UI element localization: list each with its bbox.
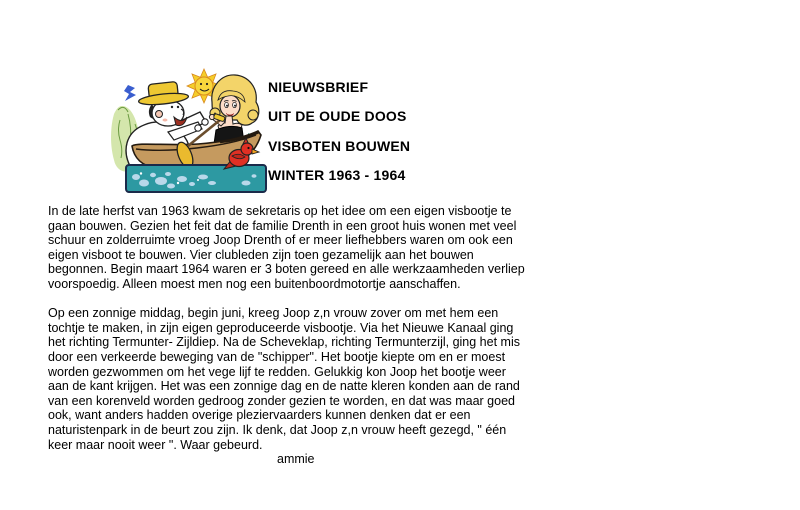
newsletter-title: NIEUWSBRIEF — [268, 79, 369, 95]
rowing-couple-boat-cartoon-icon — [108, 62, 267, 195]
article-body — [48, 204, 540, 467]
text-line: Op een zonnige middag, begin juni, kreeg Joop z,n vrouw zover om met hem een — [48, 306, 499, 321]
lightning-icon — [124, 85, 136, 101]
man-ear — [156, 111, 163, 118]
text-line: gaan bouwen. Gezien het feit dat de familie Drenth in een groot huis wonen met veel — [48, 218, 517, 233]
text-line: voorspoedig. Alleen moest men nog een buitenboordmotortje aanschaffen. — [48, 276, 461, 291]
woman-face — [220, 95, 240, 117]
straw-hat-icon — [137, 80, 189, 106]
text-line: naturistenpark in de beurt zou zijn. Ik denk, dat Joop z,n vrouw heeft gezegd, " één — [48, 422, 507, 437]
text-line: worden gezwommen om het vege lijf te redden. Gelukkig kon Joop het bootje weer — [48, 364, 506, 379]
text-line: tochtje te maken, in zijn eigen geproduceerde visbootje. Via het Nieuwe Kanaal ging — [48, 320, 514, 335]
text-line: eigen visboot te bouwen. Vier clubleden zijn toen gezamelijk aan het bouwen — [48, 247, 474, 262]
paragraph-1 — [48, 204, 540, 292]
text-line: van een korenveld worden gedroog zonder gezien te worden, en dat was maar goed — [48, 393, 515, 408]
newsletter-subject: VISBOTEN BOUWEN — [268, 137, 411, 154]
text-line: ook, want anders hadden overige pleziervaarders kunnen denken dat er een — [48, 408, 471, 423]
header-titles — [268, 73, 410, 191]
text-line: aan de kant krijgen. Het was een zonnige dag en de natte kleren konden aan de rand — [48, 379, 520, 394]
text-line: keer maar nooit weer ". Waar gebeurd. — [48, 437, 263, 452]
newsletter-period: WINTER 1963 - 1964 — [268, 167, 406, 184]
newsletter-series: UIT DE OUDE DOOS — [268, 108, 407, 125]
text-line: begonnen. Begin maart 1964 waren er 3 boten gereed en alle werkzaamheden verliep — [48, 262, 525, 277]
water — [126, 165, 266, 192]
text-line: In de late herfst van 1963 kwam de sekretaris op het idee om een eigen visbootje te — [48, 204, 512, 218]
text-line: het richting Termunter- Zijldiep. Na de Scheveklap, richting Termunterzijl, ging het mis — [48, 335, 520, 350]
signature: ammie — [277, 452, 315, 467]
text-line: door een verkeerde beweging van de "schipper". Het bootje kiepte om en er moest — [48, 349, 506, 364]
paragraph-2 — [48, 306, 540, 452]
paragraph-gap — [48, 292, 540, 307]
text-line: schuur en zolderruimte vroeg Joop Drenth of er meer liefhebbers waren om ook een — [48, 233, 513, 248]
